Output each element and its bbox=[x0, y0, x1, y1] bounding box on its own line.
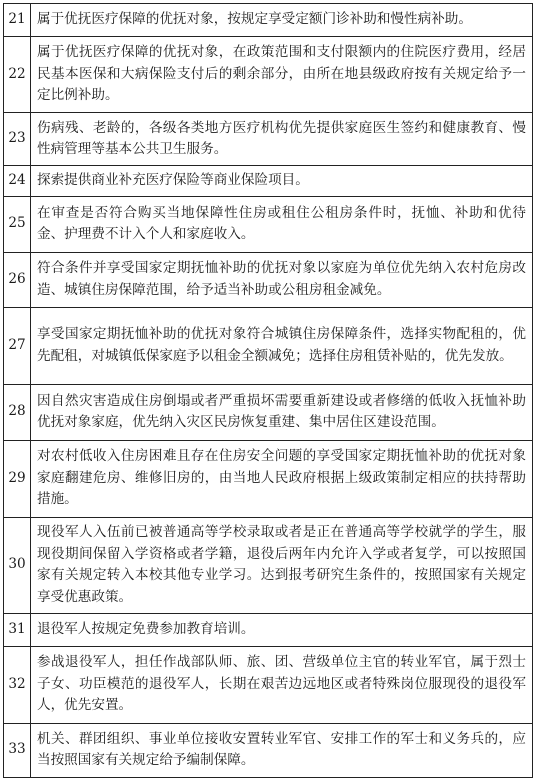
table-row bbox=[4, 252, 533, 307]
row-number: 24 bbox=[4, 166, 31, 197]
row-number: 27 bbox=[4, 307, 31, 384]
row-number: 29 bbox=[4, 440, 31, 517]
table-row bbox=[4, 166, 533, 197]
table-row bbox=[4, 113, 533, 166]
row-text: 属于优抚医疗保障的优抚对象，按规定享受定额门诊补助和慢性病补助。 bbox=[31, 4, 533, 37]
table-row bbox=[4, 196, 533, 252]
row-number: 23 bbox=[4, 113, 31, 166]
row-text: 享受国家定期抚恤补助的优抚对象符合城镇住房保障条件，选择实物配租的，优先配租，对城镇低保家庭予以租金全额减免；选择住房租赁补贴的，优先发放。 bbox=[31, 307, 533, 384]
row-number: 26 bbox=[4, 252, 31, 307]
row-number: 28 bbox=[4, 384, 31, 440]
row-number: 22 bbox=[4, 37, 31, 113]
table-row bbox=[4, 384, 533, 440]
table-row bbox=[4, 440, 533, 517]
row-text: 探索提供商业补充医疗保险等商业保险项目。 bbox=[31, 166, 533, 197]
row-text: 符合条件并享受国家定期抚恤补助的优抚对象以家庭为单位优先纳入农村危房改造、城镇住房保障范围，给予适当补助或公租房租金减免。 bbox=[31, 252, 533, 307]
row-text: 因自然灾害造成住房倒塌或者严重损坏需要重新建设或者修缮的低收入抚恤补助优抚对象家庭，优先纳入灾区民房恢复重建、集中居住区建设范围。 bbox=[31, 384, 533, 440]
table-row bbox=[4, 37, 533, 113]
row-text: 退役军人按规定免费参加教育培训。 bbox=[31, 613, 533, 646]
row-number: 32 bbox=[4, 646, 31, 723]
row-text: 机关、群团组织、事业单位接收安置转业军官、安排工作的军士和义务兵的，应当按照国家有关规定给予编制保障。 bbox=[31, 723, 533, 777]
table-row bbox=[4, 646, 533, 723]
row-text: 属于优抚医疗保障的优抚对象，在政策范围和支付限额内的住院医疗费用，经居民基本医保和大病保险支付后的剩余部分，由所在地县级政府按有关规定给予一定比例补助。 bbox=[31, 37, 533, 113]
row-text: 在审查是否符合购买当地保障性住房或租住公租房条件时，抚恤、补助和优待金、护理费不计入个人和家庭收入。 bbox=[31, 196, 533, 252]
row-text: 参战退役军人，担任作战部队师、旅、团、营级单位主官的转业军官，属于烈士子女、功臣模范的退役军人，长期在艰苦边远地区或者特殊岗位服现役的退役军人，优先安置。 bbox=[31, 646, 533, 723]
row-number: 25 bbox=[4, 196, 31, 252]
table-row bbox=[4, 307, 533, 384]
row-number: 33 bbox=[4, 723, 31, 777]
row-number: 30 bbox=[4, 517, 31, 613]
table-row bbox=[4, 723, 533, 777]
row-number: 31 bbox=[4, 613, 31, 646]
row-number: 21 bbox=[4, 4, 31, 37]
row-text: 对农村低收入住房困难且存在住房安全问题的享受国家定期抚恤补助的优抚对象家庭翻建危房、维修旧房的，由当地人民政府根据上级政策制定相应的扶持帮助措施。 bbox=[31, 440, 533, 517]
policy-table bbox=[3, 3, 533, 778]
table-row bbox=[4, 517, 533, 613]
table-row bbox=[4, 4, 533, 37]
table-row bbox=[4, 613, 533, 646]
row-text: 现役军人入伍前已被普通高等学校录取或者是正在普通高等学校就学的学生，服现役期间保留入学资格或者学籍，退役后两年内允许入学或者复学，可以按照国家有关规定转入本校其他专业学习。达到报考研究生条件的，按照国家有关规定享受优惠政策。 bbox=[31, 517, 533, 613]
row-text: 伤病残、老龄的，各级各类地方医疗机构优先提供家庭医生签约和健康教育、慢性病管理等基本公共卫生服务。 bbox=[31, 113, 533, 166]
